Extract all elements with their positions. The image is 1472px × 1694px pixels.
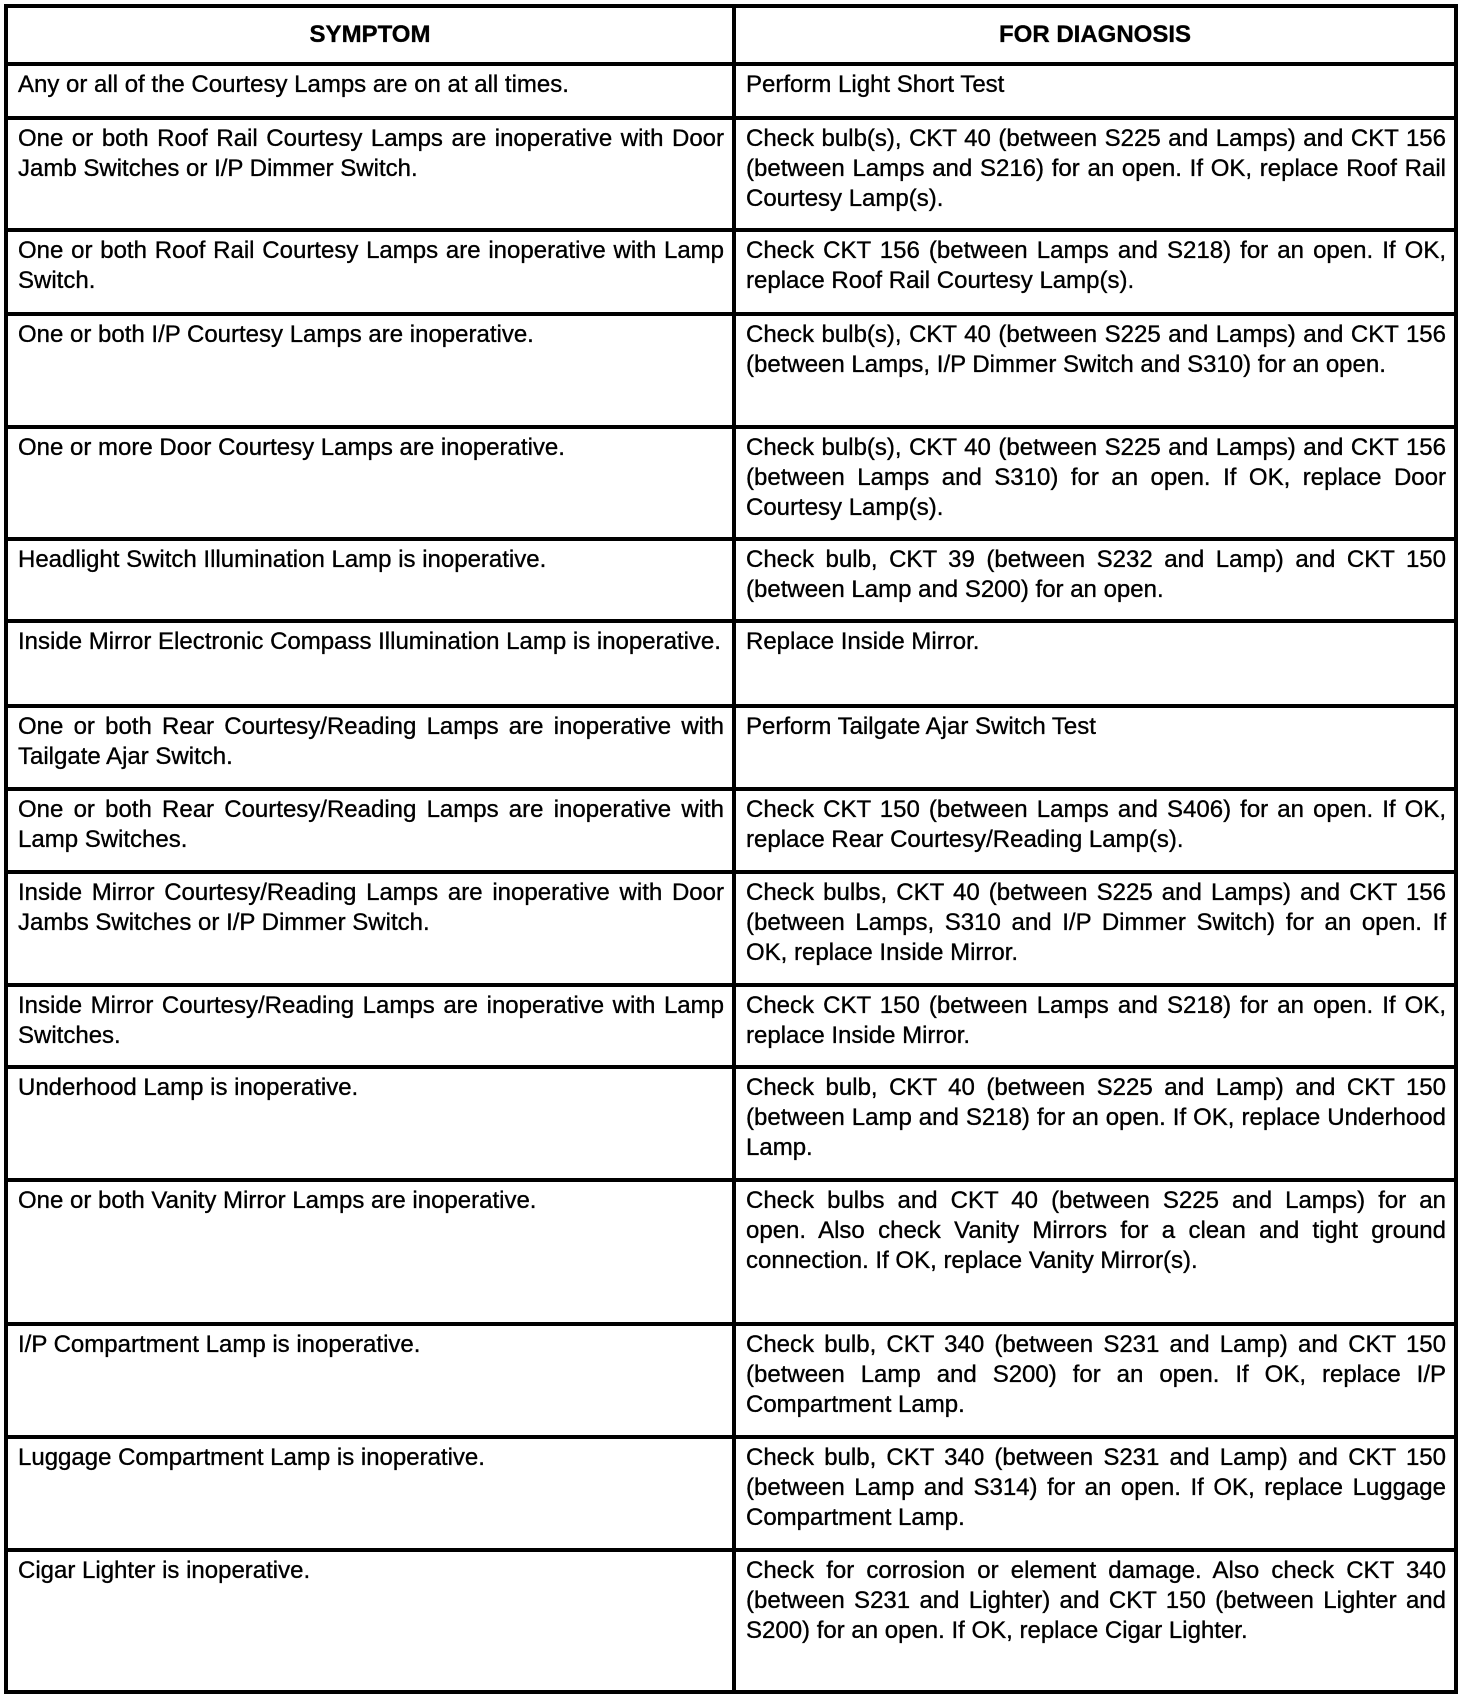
symptom-cell: Any or all of the Courtesy Lamps are on at all times.	[6, 64, 734, 118]
symptom-cell: Cigar Lighter is inoperative.	[6, 1550, 734, 1692]
table-row	[6, 118, 1456, 230]
table-row	[6, 1437, 1456, 1550]
table-row	[6, 621, 1456, 706]
table-row	[6, 539, 1456, 621]
header-row	[6, 6, 1456, 64]
symptom-cell: One or both Rear Courtesy/Reading Lamps are inoperative with Lamp Switches.	[6, 789, 734, 872]
symptom-header: SYMPTOM	[6, 6, 734, 64]
table-row	[6, 1324, 1456, 1437]
diagnosis-cell: Check bulb(s), CKT 40 (between S225 and Lamps) and CKT 156 (between Lamps and S216) for an open. If OK, replace Roof Rail Courtesy Lamp(s).	[734, 118, 1456, 230]
diagnosis-table	[4, 4, 1458, 1694]
symptom-cell: Headlight Switch Illumination Lamp is inoperative.	[6, 539, 734, 621]
table-row	[6, 314, 1456, 427]
symptom-cell: Inside Mirror Electronic Compass Illumination Lamp is inoperative.	[6, 621, 734, 706]
diagnosis-cell: Check CKT 156 (between Lamps and S218) for an open. If OK, replace Roof Rail Courtesy Lamp(s).	[734, 230, 1456, 314]
diagnosis-cell: Check bulb, CKT 39 (between S232 and Lamp) and CKT 150 (between Lamp and S200) for an open.	[734, 539, 1456, 621]
table-row	[6, 1550, 1456, 1692]
diagnosis-cell: Check bulb(s), CKT 40 (between S225 and Lamps) and CKT 156 (between Lamps, I/P Dimmer Switch and S310) for an open.	[734, 314, 1456, 427]
diagnosis-cell: Check for corrosion or element damage. Also check CKT 340 (between S231 and Lighter) and CKT 150 (between Lighter and S200) for an open. If OK, replace Cigar Lighter.	[734, 1550, 1456, 1692]
symptom-cell: Underhood Lamp is inoperative.	[6, 1067, 734, 1180]
diagnosis-header: FOR DIAGNOSIS	[734, 6, 1456, 64]
symptom-cell: One or both Roof Rail Courtesy Lamps are inoperative with Lamp Switch.	[6, 230, 734, 314]
table-row	[6, 872, 1456, 985]
diagnosis-cell: Check bulb, CKT 340 (between S231 and Lamp) and CKT 150 (between Lamp and S314) for an open. If OK, replace Luggage Compartment Lamp.	[734, 1437, 1456, 1550]
table-row	[6, 64, 1456, 118]
symptom-cell: One or both I/P Courtesy Lamps are inoperative.	[6, 314, 734, 427]
symptom-cell: One or both Vanity Mirror Lamps are inoperative.	[6, 1180, 734, 1324]
symptom-cell: Luggage Compartment Lamp is inoperative.	[6, 1437, 734, 1550]
diagnosis-cell: Perform Light Short Test	[734, 64, 1456, 118]
diagnosis-cell: Perform Tailgate Ajar Switch Test	[734, 706, 1456, 789]
table-row	[6, 1180, 1456, 1324]
symptom-cell: I/P Compartment Lamp is inoperative.	[6, 1324, 734, 1437]
symptom-cell: One or both Rear Courtesy/Reading Lamps are inoperative with Tailgate Ajar Switch.	[6, 706, 734, 789]
table-row	[6, 789, 1456, 872]
symptom-cell: One or both Roof Rail Courtesy Lamps are inoperative with Door Jamb Switches or I/P Dimmer Switch.	[6, 118, 734, 230]
symptom-cell: Inside Mirror Courtesy/Reading Lamps are inoperative with Door Jambs Switches or I/P Dimmer Switch.	[6, 872, 734, 985]
diagnosis-cell: Check bulbs and CKT 40 (between S225 and Lamps) for an open. Also check Vanity Mirrors for a clean and tight ground connection. If OK, replace Vanity Mirror(s).	[734, 1180, 1456, 1324]
diagnosis-cell: Check CKT 150 (between Lamps and S218) for an open. If OK, replace Inside Mirror.	[734, 985, 1456, 1067]
diagnosis-cell: Check bulb, CKT 40 (between S225 and Lamp) and CKT 150 (between Lamp and S218) for an open. If OK, replace Underhood Lamp.	[734, 1067, 1456, 1180]
diagnosis-cell: Check CKT 150 (between Lamps and S406) for an open. If OK, replace Rear Courtesy/Reading Lamp(s).	[734, 789, 1456, 872]
symptom-cell: Inside Mirror Courtesy/Reading Lamps are inoperative with Lamp Switches.	[6, 985, 734, 1067]
table-row	[6, 230, 1456, 314]
symptom-cell: One or more Door Courtesy Lamps are inoperative.	[6, 427, 734, 539]
table-row	[6, 985, 1456, 1067]
diagnosis-cell: Check bulb(s), CKT 40 (between S225 and Lamps) and CKT 156 (between Lamps and S310) for an open. If OK, replace Door Courtesy Lamp(s).	[734, 427, 1456, 539]
diagnosis-cell: Check bulbs, CKT 40 (between S225 and Lamps) and CKT 156 (between Lamps, S310 and I/P Dimmer Switch) for an open. If OK, replace Inside Mirror.	[734, 872, 1456, 985]
table-row	[6, 427, 1456, 539]
table-row	[6, 706, 1456, 789]
diagnosis-cell: Replace Inside Mirror.	[734, 621, 1456, 706]
table-row	[6, 1067, 1456, 1180]
diagnosis-cell: Check bulb, CKT 340 (between S231 and Lamp) and CKT 150 (between Lamp and S200) for an open. If OK, replace I/P Compartment Lamp.	[734, 1324, 1456, 1437]
